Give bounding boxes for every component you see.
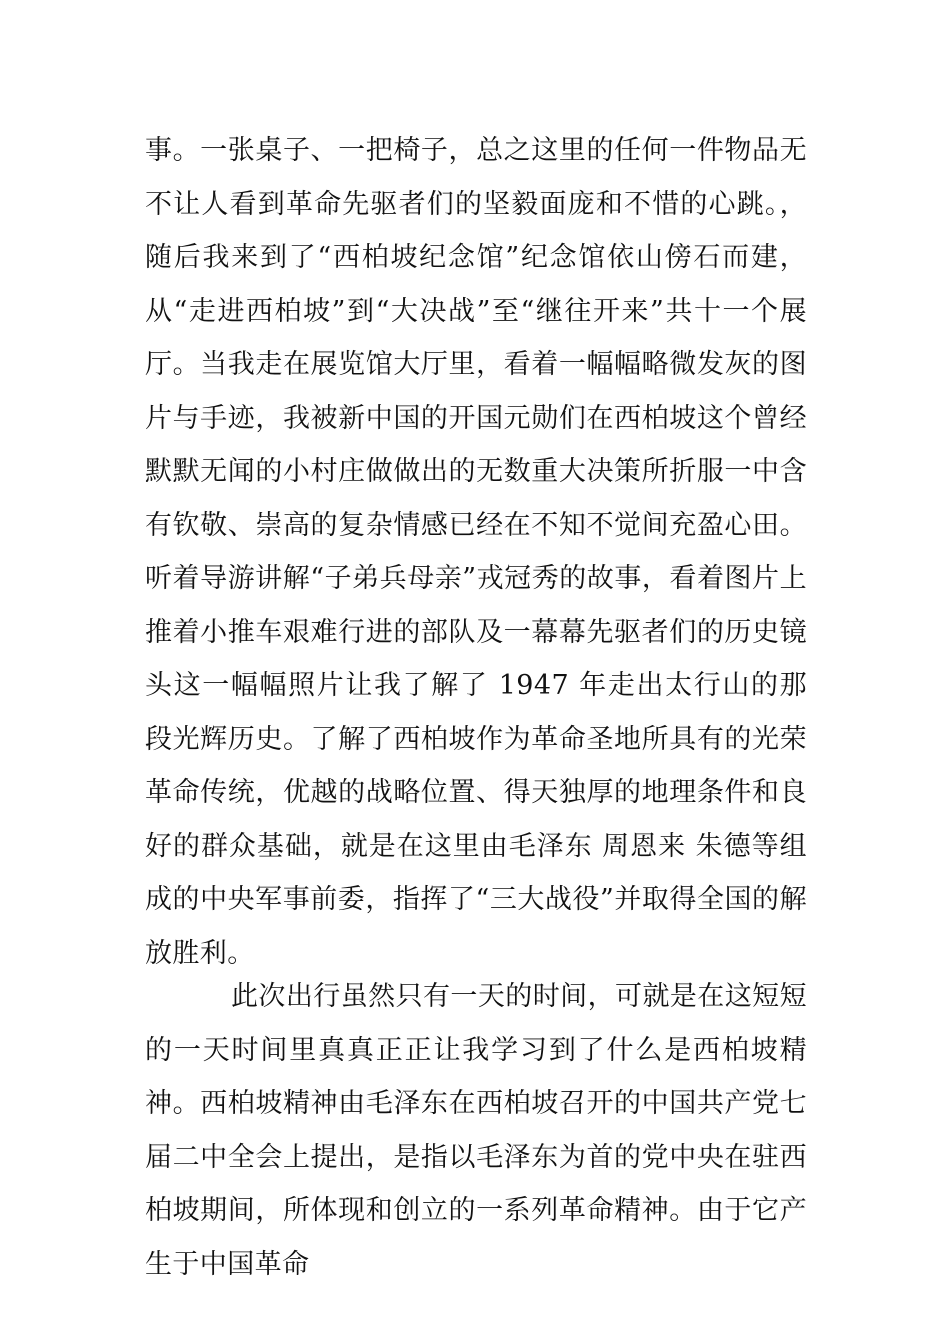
body-paragraph-2: 此次出行虽然只有一天的时间，可就是在这短短的一天时间里真真正正让我学习到了什么是西柏坡精神。西柏坡精神由毛泽东在西柏坡召开的中国共产党七届二中全会上提出，是指以毛泽东为首的党中央在驻西柏坡期间，所体现和创立的一系列革命精神。由于它产生于中国革命 — [145, 981, 807, 1280]
body-paragraph-1: 事。一张桌子、一把椅子，总之这里的任何一件物品无不让人看到革命先驱者们的坚毅面庞和不惜的心跳。，随后我来到了“西柏坡纪念馆”纪念馆依山傍石而建，从“走进西柏坡”到“大决战”至“继往开来”共十一个展厅。当我走在展览馆大厅里，看着一幅幅略微发灰的图片与手迹，我被新中国的开国元勋们在西柏坡这个曾经默默无闻的小村庄做做出的无数重大决策所折服一中含有钦敬、崇高的复杂情感已经在不知不觉间充盈心田。听着导游讲解“子弟兵母亲”戎冠秀的故事，看着图片上推着小推车艰难行进的部队及一幕幕先驱者们的历史镜头这一幅幅照片让我了解了 1947 年走出太行山的那段光辉历史。了解了西柏坡作为革命圣地所具有的光荣革命传统，优越的战略位置、得天独厚的地理条件和良好的群众基础，就是在这里由毛泽东 周恩来 朱德等组成的中央军事前委，指挥了“三大战役”并取得全国的解放胜利。 — [145, 135, 807, 969]
